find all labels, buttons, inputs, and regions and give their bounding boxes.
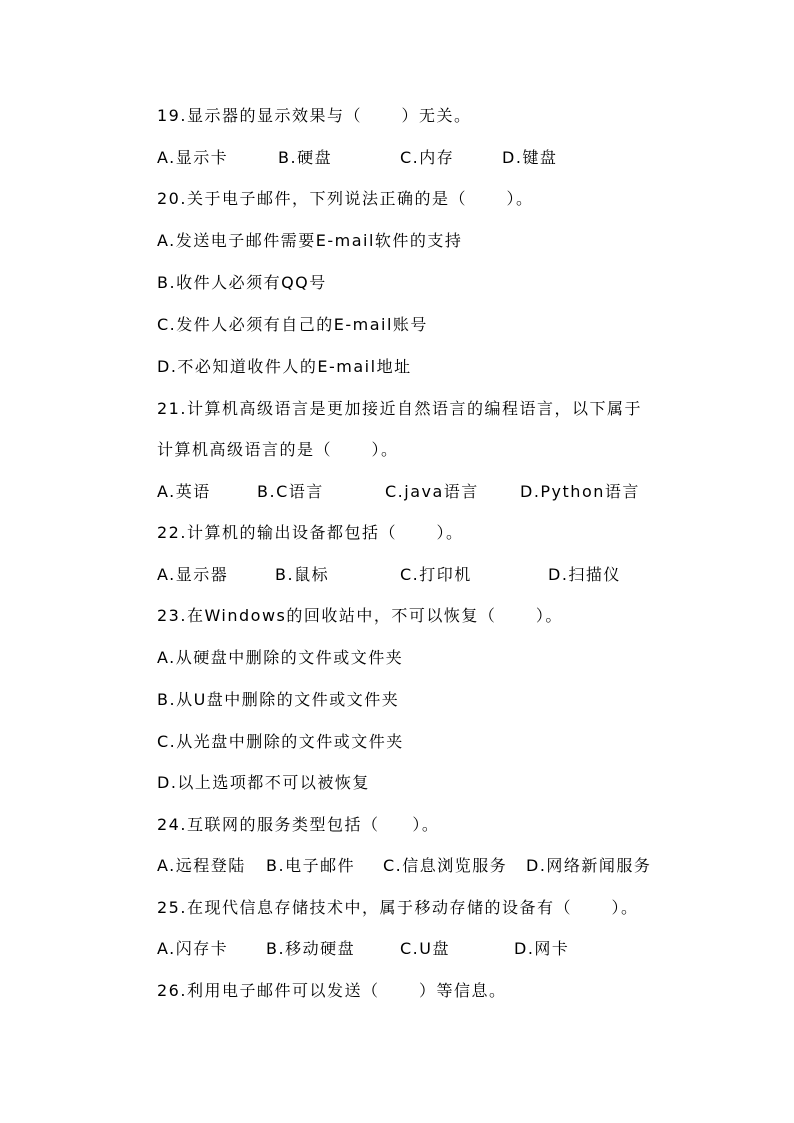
question-24-option-b: B.电子邮件 — [266, 856, 356, 875]
question-21-option-c: C.java语言 — [385, 482, 479, 501]
question-25-option-c: C.U盘 — [400, 939, 450, 958]
question-19-option-d: D.键盘 — [502, 148, 558, 167]
question-22-option-b: B.鼠标 — [275, 565, 330, 584]
question-24-stem: 24.互联网的服务类型包括（ ）。 — [157, 815, 440, 834]
question-22-option-d: D.扫描仪 — [548, 565, 621, 584]
question-19-stem: 19.显示器的显示效果与（ ）无关。 — [157, 106, 472, 125]
question-25-option-d: D.网卡 — [514, 939, 570, 958]
question-20-option-c: C.发件人必须有自己的E-mail账号 — [157, 315, 428, 334]
question-24-option-c: C.信息浏览服务 — [383, 856, 508, 875]
question-22-option-a: A.显示器 — [157, 565, 229, 584]
question-24-option-d: D.网络新闻服务 — [526, 856, 652, 875]
question-23-stem: 23.在Windows的回收站中，不可以恢复（ ）。 — [157, 606, 563, 625]
question-23-option-d: D.以上选项都不可以被恢复 — [157, 773, 370, 792]
question-24-option-a: A.远程登陆 — [157, 856, 246, 875]
question-23-option-a: A.从硬盘中删除的文件或文件夹 — [157, 648, 404, 667]
question-25-option-a: A.闪存卡 — [157, 939, 229, 958]
question-21-stem-line-1: 21.计算机高级语言是更加接近自然语言的编程语言，以下属于 — [157, 399, 642, 418]
question-21-option-d: D.Python语言 — [520, 482, 640, 501]
question-23-option-b: B.从U盘中删除的文件或文件夹 — [157, 690, 400, 709]
question-23-option-c: C.从光盘中删除的文件或文件夹 — [157, 732, 404, 751]
question-26-stem: 26.利用电子邮件可以发送（ ）等信息。 — [157, 981, 507, 1000]
question-19-option-b: B.硬盘 — [278, 148, 333, 167]
question-20-option-d: D.不必知道收件人的E-mail地址 — [157, 357, 412, 376]
question-22-option-c: C.打印机 — [400, 565, 472, 584]
question-20-option-b: B.收件人必须有QQ号 — [157, 273, 327, 292]
question-22-stem: 22.计算机的输出设备都包括（ ）。 — [157, 523, 464, 542]
question-25-option-b: B.移动硬盘 — [266, 939, 356, 958]
question-21-stem-line-2: 计算机高级语言的是（ ）。 — [157, 440, 399, 459]
question-20-option-a: A.发送电子邮件需要E-mail软件的支持 — [157, 231, 463, 250]
question-25-stem: 25.在现代信息存储技术中，属于移动存储的设备有（ ）。 — [157, 898, 639, 917]
question-19-option-a: A.显示卡 — [157, 148, 229, 167]
question-19-option-c: C.内存 — [400, 148, 455, 167]
question-21-option-b: B.C语言 — [257, 482, 324, 501]
question-20-stem: 20.关于电子邮件，下列说法正确的是（ ）。 — [157, 189, 534, 208]
question-21-option-a: A.英语 — [157, 482, 211, 501]
